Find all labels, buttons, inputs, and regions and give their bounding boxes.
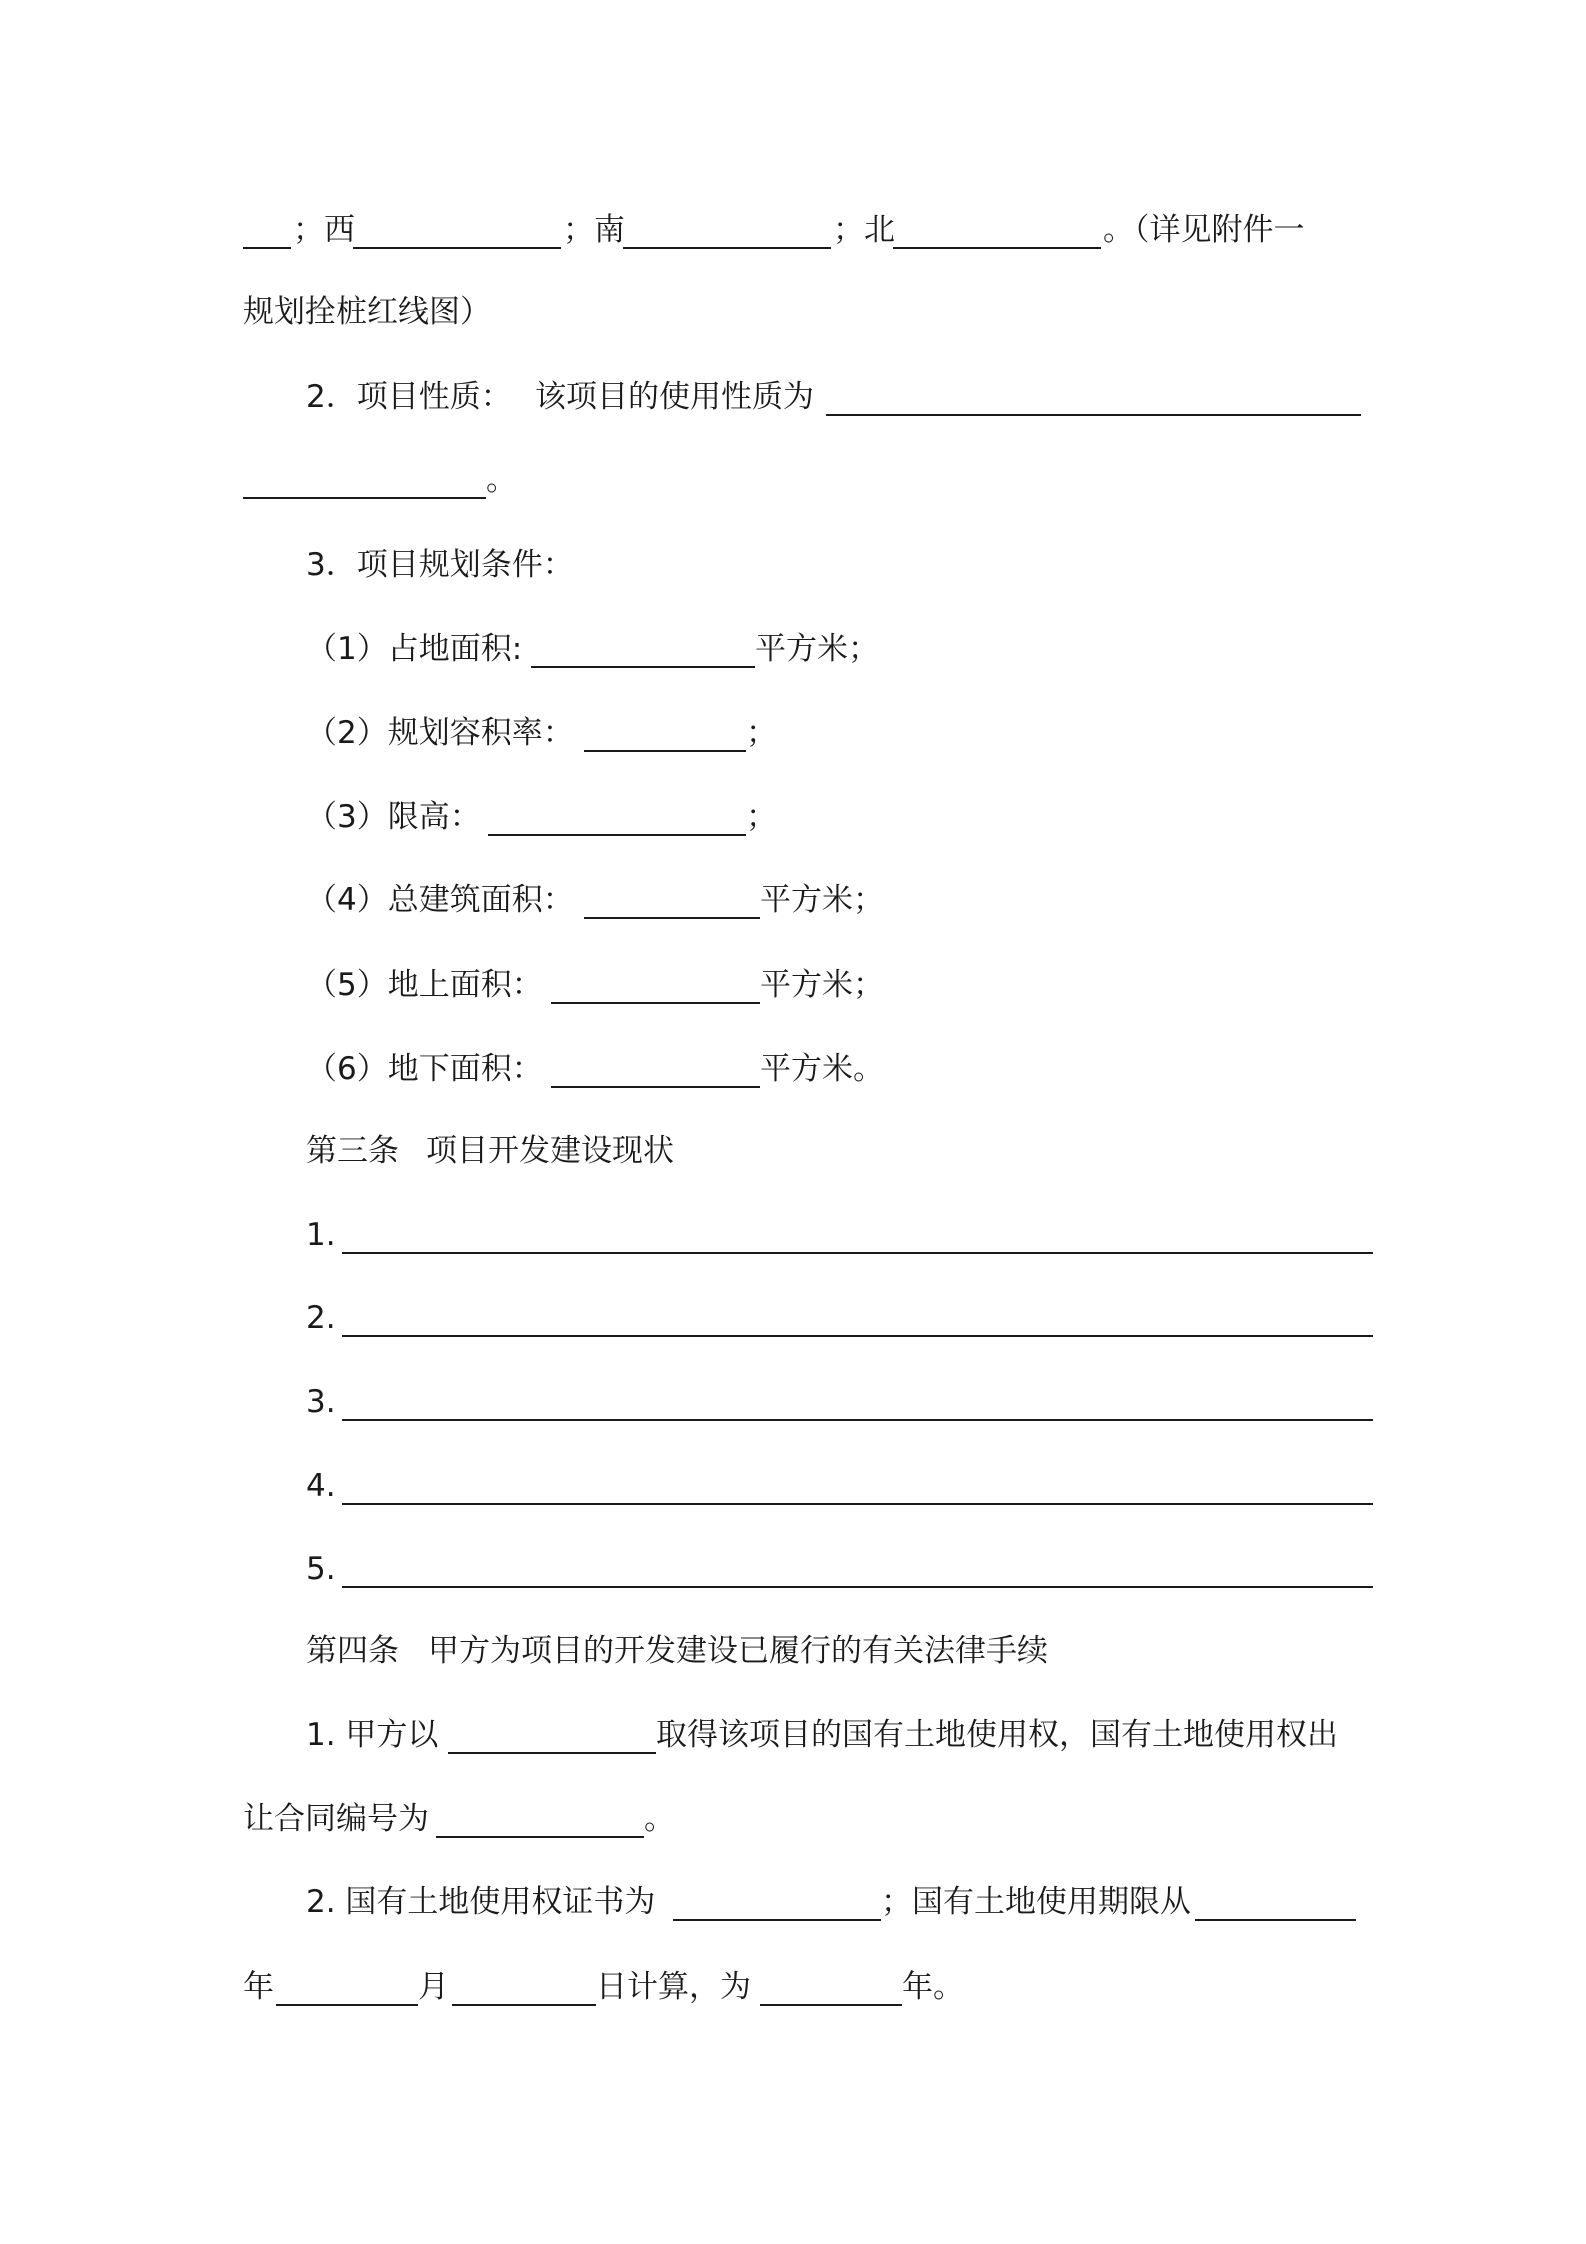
attachment-note-cont: 规划拴桩红线图）: [243, 294, 491, 330]
south-label: ；南: [563, 212, 625, 248]
day-blank[interactable]: [452, 2004, 596, 2006]
article-4-number: 第四条: [306, 1633, 399, 1669]
land-right-post: 取得该项目的国有土地使用权，国有土地使用权出: [656, 1717, 1338, 1753]
land-area-unit: 平方米；: [755, 631, 879, 667]
height-limit-label: （3）限高：: [306, 799, 481, 835]
month-blank[interactable]: [276, 2004, 418, 2006]
contract-number-period: 。: [644, 1801, 675, 1837]
land-right-pre: 1. 甲方以: [306, 1717, 439, 1753]
plot-ratio-label: （2）规划容积率：: [306, 715, 574, 751]
status-item-blank[interactable]: [342, 1419, 1373, 1421]
status-item-number: 2.: [306, 1300, 336, 1336]
project-nature-label: 2．项目性质：: [306, 379, 512, 415]
north-boundary-blank[interactable]: [893, 247, 1101, 249]
land-term-start-year-blank[interactable]: [1195, 1919, 1356, 1921]
land-area-label: （1）占地面积:: [306, 631, 523, 667]
land-certificate-blank[interactable]: [673, 1919, 881, 1921]
land-certificate-label: 2. 国有土地使用权证书为: [306, 1884, 656, 1920]
contract-number-blank[interactable]: [436, 1836, 644, 1838]
underground-area-blank[interactable]: [551, 1086, 760, 1088]
status-item-blank[interactable]: [342, 1252, 1373, 1254]
above-ground-area-blank[interactable]: [551, 1002, 760, 1004]
article-3-title: 项目开发建设现状: [426, 1133, 674, 1169]
attachment-note: 。（详见附件一: [1103, 212, 1305, 248]
status-item-number: 5.: [306, 1551, 336, 1587]
height-limit-unit: ；: [746, 799, 777, 835]
status-item-number: 1.: [306, 1217, 336, 1253]
south-boundary-blank[interactable]: [623, 247, 831, 249]
term-years-blank[interactable]: [760, 2004, 902, 2006]
west-label: ；西: [293, 212, 355, 248]
year-label: 年: [243, 1969, 274, 2005]
land-term-label: ；国有土地使用期限从: [881, 1884, 1191, 1920]
term-years-label: 年。: [902, 1969, 964, 2005]
total-floor-area-blank[interactable]: [584, 917, 760, 919]
status-item-blank[interactable]: [342, 1335, 1373, 1337]
land-area-blank[interactable]: [531, 666, 755, 668]
plot-ratio-unit: ；: [746, 715, 777, 751]
plot-ratio-blank[interactable]: [584, 750, 746, 752]
total-floor-area-unit: 平方米；: [760, 882, 884, 918]
contract-number-label: 让合同编号为: [243, 1801, 429, 1837]
status-item-number: 4.: [306, 1468, 336, 1504]
height-limit-blank[interactable]: [488, 834, 746, 836]
project-nature-blank-cont[interactable]: [243, 497, 486, 499]
day-label: 日计算，为: [596, 1969, 751, 2005]
planning-conditions-label: 3．项目规划条件：: [306, 547, 574, 583]
underground-area-label: （6）地下面积：: [306, 1051, 543, 1087]
status-item-blank[interactable]: [342, 1586, 1373, 1588]
project-nature-blank[interactable]: [826, 414, 1361, 416]
east-boundary-blank[interactable]: [243, 247, 291, 249]
article-3-number: 第三条: [306, 1133, 399, 1169]
total-floor-area-label: （4）总建筑面积：: [306, 882, 574, 918]
underground-area-unit: 平方米。: [760, 1051, 884, 1087]
project-nature-text: 该项目的使用性质为: [535, 379, 814, 415]
status-item-blank[interactable]: [342, 1503, 1373, 1505]
above-ground-area-unit: 平方米；: [760, 967, 884, 1003]
project-nature-period: 。: [486, 462, 517, 498]
land-acquisition-method-blank[interactable]: [448, 1752, 656, 1754]
west-boundary-blank[interactable]: [353, 247, 561, 249]
above-ground-area-label: （5）地上面积：: [306, 967, 543, 1003]
north-label: ；北: [833, 212, 895, 248]
month-label: 月: [418, 1969, 449, 2005]
status-item-number: 3.: [306, 1384, 336, 1420]
article-4-title: 甲方为项目的开发建设已履行的有关法律手续: [428, 1633, 1048, 1669]
